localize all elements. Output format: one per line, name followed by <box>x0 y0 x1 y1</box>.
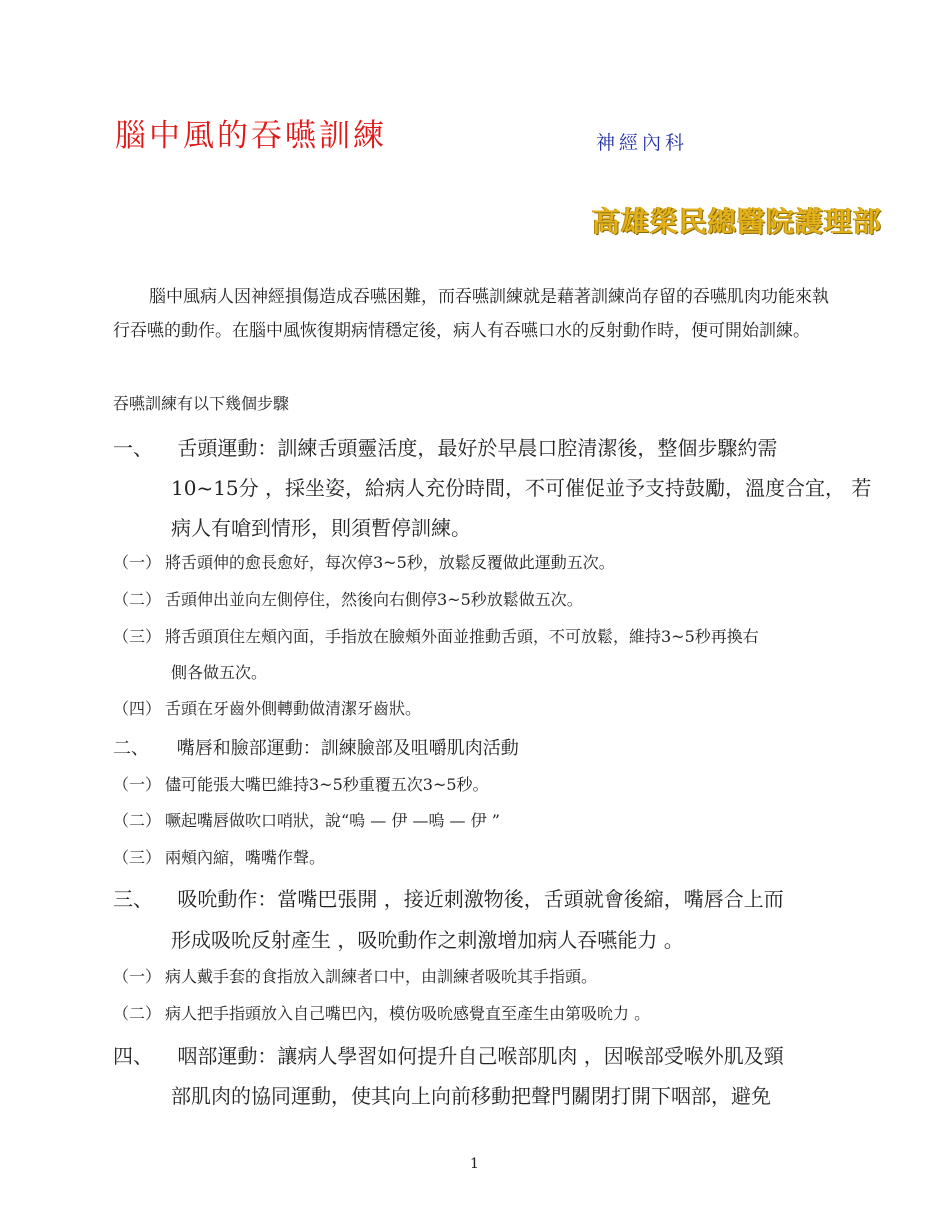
page-number: 1 <box>470 1156 479 1172</box>
list-item-number: （二） <box>113 590 162 609</box>
list-item <box>113 550 615 573</box>
list-item-text: 儘可能張大嘴巴維持3~5秒重覆五次3~5秒。 <box>165 775 489 794</box>
list-item-text: 病人把手指頭放入自己嘴巴內，模仿吸吮感覺直至產生由第吸吮力 。 <box>165 1004 651 1023</box>
section4-line2: 部肌肉的協同運動，使其向上向前移動把聲門關閉打開下咽部，避免 <box>171 1084 771 1108</box>
list-item-text: 將舌頭伸的愈長愈好，每次停3~5秒，放鬆反覆做此運動五次。 <box>165 553 615 572</box>
department-label: 神經內科 <box>596 132 689 154</box>
section1-heading <box>113 432 777 461</box>
steps-intro: 吞嚥訓練有以下幾個步驟 <box>113 394 290 413</box>
list-item-continuation: 側各做五次。 <box>171 663 268 682</box>
list-item-text: 舌頭伸出並向左側停住，然後向右側停3~5秒放鬆做五次。 <box>165 590 583 609</box>
section1-number: 一、 <box>113 436 153 460</box>
list-item <box>113 964 597 987</box>
list-item-number: （二） <box>113 1004 162 1023</box>
section2-number: 二、 <box>113 738 149 759</box>
section1-line3: 病人有嗆到情形，則須暫停訓練。 <box>171 516 471 540</box>
list-item <box>113 845 325 868</box>
list-item-text: 兩頰內縮，嘴嘴作聲。 <box>165 848 326 867</box>
list-item-number: （二） <box>113 811 162 830</box>
intro-paragraph: 腦中風病人因神經損傷造成吞嚥困難，而吞嚥訓練就是藉著訓練尚存留的吞嚥肌肉功能來執行吞嚥的動作。在腦中風恢復期病情穩定後，病人有吞嚥口水的反射動作時，便可開始訓練。 <box>113 287 829 341</box>
list-item-number: （三） <box>113 848 162 867</box>
list-item <box>113 772 489 795</box>
list-item-number: （三） <box>113 627 162 646</box>
section1-line1: 舌頭運動：訓練舌頭靈活度，最好於早晨口腔清潔後，整個步驟約需 <box>177 436 778 460</box>
list-item-text: 噘起嘴唇做吹口哨狀，說“嗚 — 伊 —嗚 — 伊 ” <box>165 811 500 830</box>
section3-number: 三、 <box>113 887 153 911</box>
list-item-text: 病人戴手套的食指放入訓練者口中，由訓練者吸吮其手指頭。 <box>165 967 598 986</box>
section2-line1: 嘴唇和臉部運動：訓練臉部及咀嚼肌肉活動 <box>176 738 519 759</box>
list-item <box>113 624 759 647</box>
list-item-number: （一） <box>113 553 162 572</box>
section3-heading <box>113 883 784 912</box>
section2-heading <box>113 734 519 760</box>
list-item <box>113 808 500 831</box>
document-title: 腦中風的吞嚥訓練 <box>115 118 387 154</box>
list-item <box>113 1001 650 1024</box>
list-item <box>113 696 421 719</box>
list-item-number: （一） <box>113 967 162 986</box>
hospital-banner: 高雄榮民總醫院護理部 <box>592 205 883 238</box>
section4-number: 四、 <box>113 1044 153 1068</box>
list-item-number: （四） <box>113 699 162 718</box>
section4-line1: 咽部運動：讓病人學習如何提升自己喉部肌肉 ，因喉部受喉外肌及頸 <box>177 1044 784 1068</box>
list-item-text: 舌頭在牙齒外側轉動做清潔牙齒狀。 <box>165 699 422 718</box>
section3-line1: 吸吮動作：當嘴巴張開 ，接近刺激物後，舌頭就會後縮，嘴唇合上而 <box>177 887 784 911</box>
list-item <box>113 587 583 610</box>
list-item-text: 將舌頭頂住左頰內面，手指放在臉頰外面並推動舌頭，不可放鬆，維持3~5秒再換右 <box>165 627 759 646</box>
section1-line2: 10~15分 ，採坐姿，給病人充份時間，不可催促並予支持鼓勵，溫度合宜， 若 <box>171 476 872 500</box>
list-item-number: （一） <box>113 775 162 794</box>
section4-heading <box>113 1040 784 1069</box>
section3-line2: 形成吸吮反射產生 ，吸吮動作之刺激增加病人吞嚥能力 。 <box>171 928 684 952</box>
